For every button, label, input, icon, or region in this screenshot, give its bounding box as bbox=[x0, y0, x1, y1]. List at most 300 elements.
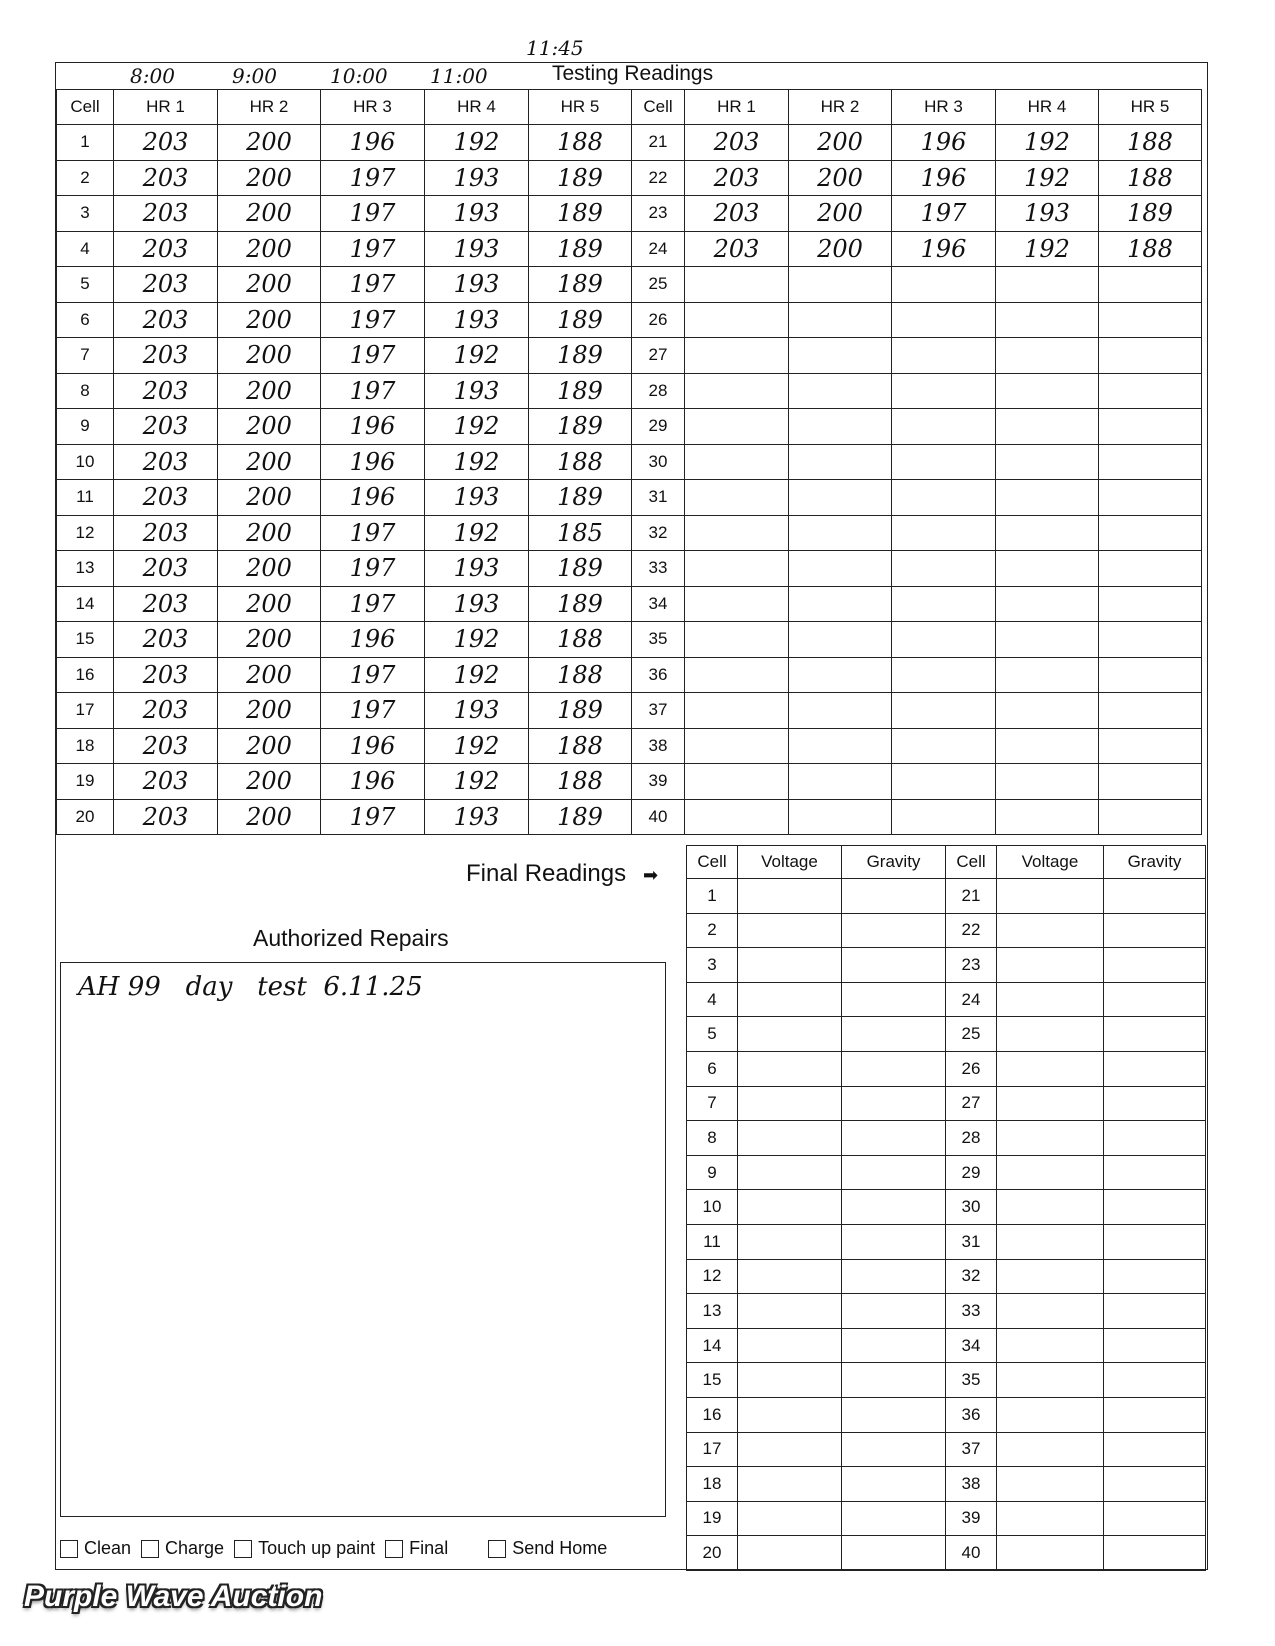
cell-number: 7 bbox=[57, 338, 114, 374]
reading-value: 197 bbox=[321, 231, 425, 267]
cell-number: 7 bbox=[687, 1086, 738, 1121]
reading-value: 192 bbox=[996, 125, 1099, 161]
gravity-cell[interactable] bbox=[842, 1294, 946, 1329]
cell-number: 36 bbox=[946, 1397, 997, 1432]
cell-number: 11 bbox=[687, 1224, 738, 1259]
reading-value bbox=[1099, 267, 1202, 303]
cell-number: 39 bbox=[946, 1501, 997, 1536]
reading-value bbox=[1099, 728, 1202, 764]
voltage-cell[interactable] bbox=[997, 1086, 1104, 1121]
reading-value: 203 bbox=[114, 657, 218, 693]
checkbox-label: Touch up paint bbox=[258, 1538, 376, 1558]
reading-value: 197 bbox=[321, 196, 425, 232]
cell-number: 40 bbox=[946, 1536, 997, 1571]
voltage-cell[interactable] bbox=[738, 1121, 842, 1156]
reading-value: 200 bbox=[218, 409, 321, 445]
reading-value: 200 bbox=[218, 302, 321, 338]
cell-number: 18 bbox=[57, 728, 114, 764]
voltage-cell[interactable] bbox=[997, 1051, 1104, 1086]
voltage-cell[interactable] bbox=[997, 1467, 1104, 1502]
reading-value: 196 bbox=[321, 409, 425, 445]
checkbox-send-home[interactable] bbox=[488, 1538, 607, 1559]
cell-number: 25 bbox=[632, 267, 685, 303]
gravity-cell[interactable] bbox=[842, 1501, 946, 1536]
reading-value bbox=[685, 302, 789, 338]
gravity-cell[interactable] bbox=[1104, 1294, 1206, 1329]
gravity-cell[interactable] bbox=[842, 1155, 946, 1190]
voltage-cell[interactable] bbox=[738, 1294, 842, 1329]
reading-value bbox=[996, 622, 1099, 658]
voltage-cell[interactable] bbox=[738, 1328, 842, 1363]
cell-number: 33 bbox=[946, 1294, 997, 1329]
reading-value: 197 bbox=[321, 373, 425, 409]
reading-value bbox=[789, 409, 892, 445]
voltage-cell[interactable] bbox=[738, 948, 842, 983]
gravity-cell[interactable] bbox=[1104, 1121, 1206, 1156]
voltage-cell[interactable] bbox=[738, 1224, 842, 1259]
gravity-cell[interactable] bbox=[1104, 982, 1206, 1017]
reading-value: 192 bbox=[425, 728, 529, 764]
voltage-cell[interactable] bbox=[738, 1155, 842, 1190]
reading-value: 193 bbox=[425, 586, 529, 622]
reading-value bbox=[789, 622, 892, 658]
cell-number: 27 bbox=[946, 1086, 997, 1121]
cell-number: 14 bbox=[57, 586, 114, 622]
cell-number: 3 bbox=[57, 196, 114, 232]
cell-number: 31 bbox=[632, 480, 685, 516]
reading-value bbox=[1099, 444, 1202, 480]
cell-number: 37 bbox=[946, 1432, 997, 1467]
table-row bbox=[57, 586, 1202, 622]
checkbox-box[interactable] bbox=[385, 1540, 403, 1558]
reading-value bbox=[1099, 622, 1202, 658]
reading-value: 203 bbox=[114, 231, 218, 267]
reading-value: 196 bbox=[321, 125, 425, 161]
table-row bbox=[57, 693, 1202, 729]
gravity-cell[interactable] bbox=[842, 1051, 946, 1086]
repairs-handwritten-note: AH 99 day test 6.11.25 bbox=[78, 972, 423, 1002]
reading-value bbox=[789, 551, 892, 587]
cell-number: 9 bbox=[57, 409, 114, 445]
table-row bbox=[57, 799, 1202, 835]
checkbox-box[interactable] bbox=[488, 1540, 506, 1558]
reading-value bbox=[1099, 657, 1202, 693]
checkbox-touch-up-paint[interactable] bbox=[234, 1538, 375, 1559]
cell-number: 34 bbox=[946, 1328, 997, 1363]
checkbox-label: Send Home bbox=[512, 1538, 608, 1558]
checkbox-final[interactable] bbox=[385, 1538, 448, 1559]
voltage-cell[interactable] bbox=[738, 1536, 842, 1571]
col-header: HR 4 bbox=[996, 90, 1099, 125]
reading-value bbox=[892, 728, 996, 764]
reading-value bbox=[996, 728, 1099, 764]
cell-number: 30 bbox=[946, 1190, 997, 1225]
checkbox-clean[interactable] bbox=[60, 1538, 131, 1559]
reading-value: 197 bbox=[321, 338, 425, 374]
voltage-cell[interactable] bbox=[738, 982, 842, 1017]
reading-value: 203 bbox=[114, 586, 218, 622]
reading-value: 200 bbox=[218, 338, 321, 374]
reading-value: 200 bbox=[789, 125, 892, 161]
reading-value: 192 bbox=[996, 160, 1099, 196]
gravity-cell[interactable] bbox=[1104, 1051, 1206, 1086]
voltage-cell[interactable] bbox=[997, 1501, 1104, 1536]
reading-value bbox=[1099, 302, 1202, 338]
table-row bbox=[687, 1155, 1206, 1190]
voltage-cell[interactable] bbox=[997, 1190, 1104, 1225]
time-hr3: 10:00 bbox=[330, 64, 388, 88]
cell-number: 13 bbox=[57, 551, 114, 587]
cell-number: 24 bbox=[632, 231, 685, 267]
reading-value: 200 bbox=[218, 444, 321, 480]
col-header: Voltage bbox=[738, 846, 842, 879]
reading-value: 193 bbox=[425, 302, 529, 338]
reading-value: 189 bbox=[529, 799, 632, 835]
reading-value bbox=[789, 728, 892, 764]
table-row bbox=[57, 231, 1202, 267]
col-header: Gravity bbox=[1104, 846, 1206, 879]
gravity-cell[interactable] bbox=[842, 1397, 946, 1432]
reading-value: 200 bbox=[218, 160, 321, 196]
reading-value: 197 bbox=[321, 586, 425, 622]
reading-value: 197 bbox=[321, 693, 425, 729]
reading-value: 192 bbox=[425, 515, 529, 551]
voltage-cell[interactable] bbox=[997, 1363, 1104, 1398]
reading-value: 203 bbox=[114, 728, 218, 764]
reading-value: 203 bbox=[114, 338, 218, 374]
voltage-cell[interactable] bbox=[997, 1155, 1104, 1190]
col-header: Cell bbox=[632, 90, 685, 125]
gravity-cell[interactable] bbox=[1104, 1224, 1206, 1259]
reading-value bbox=[1099, 693, 1202, 729]
gravity-cell[interactable] bbox=[1104, 1536, 1206, 1571]
reading-value: 189 bbox=[529, 267, 632, 303]
reading-value bbox=[685, 799, 789, 835]
reading-value bbox=[996, 444, 1099, 480]
voltage-cell[interactable] bbox=[997, 1224, 1104, 1259]
gravity-cell[interactable] bbox=[1104, 1190, 1206, 1225]
voltage-cell[interactable] bbox=[997, 1294, 1104, 1329]
reading-value bbox=[1099, 551, 1202, 587]
col-header: Cell bbox=[946, 846, 997, 879]
reading-value bbox=[996, 515, 1099, 551]
reading-value: 203 bbox=[114, 302, 218, 338]
reading-value: 196 bbox=[321, 480, 425, 516]
cell-number: 20 bbox=[57, 799, 114, 835]
col-header: Cell bbox=[687, 846, 738, 879]
gravity-cell[interactable] bbox=[842, 1017, 946, 1052]
voltage-cell[interactable] bbox=[738, 1051, 842, 1086]
cell-number: 1 bbox=[57, 125, 114, 161]
cell-number: 12 bbox=[687, 1259, 738, 1294]
reading-value bbox=[789, 444, 892, 480]
reading-value: 200 bbox=[218, 373, 321, 409]
reading-value bbox=[996, 338, 1099, 374]
gravity-cell[interactable] bbox=[1104, 879, 1206, 914]
reading-value: 203 bbox=[114, 409, 218, 445]
reading-value bbox=[996, 657, 1099, 693]
voltage-cell[interactable] bbox=[997, 948, 1104, 983]
gravity-cell[interactable] bbox=[1104, 1467, 1206, 1502]
reading-value: 200 bbox=[218, 728, 321, 764]
gravity-cell[interactable] bbox=[842, 1121, 946, 1156]
reading-value: 188 bbox=[529, 657, 632, 693]
voltage-cell[interactable] bbox=[997, 982, 1104, 1017]
reading-value: 192 bbox=[425, 409, 529, 445]
table-row bbox=[57, 302, 1202, 338]
voltage-cell[interactable] bbox=[997, 1017, 1104, 1052]
cell-number: 6 bbox=[687, 1051, 738, 1086]
gravity-cell[interactable] bbox=[842, 913, 946, 948]
reading-value: 200 bbox=[218, 657, 321, 693]
reading-value bbox=[892, 302, 996, 338]
reading-value bbox=[996, 302, 1099, 338]
checkbox-box[interactable] bbox=[60, 1540, 78, 1558]
reading-value: 200 bbox=[218, 196, 321, 232]
reading-value: 203 bbox=[114, 444, 218, 480]
table-row bbox=[687, 913, 1206, 948]
gravity-cell[interactable] bbox=[1104, 1328, 1206, 1363]
reading-value: 200 bbox=[218, 480, 321, 516]
reading-value: 200 bbox=[218, 515, 321, 551]
reading-value: 197 bbox=[321, 160, 425, 196]
reading-value: 193 bbox=[425, 231, 529, 267]
voltage-cell[interactable] bbox=[997, 879, 1104, 914]
reading-value bbox=[789, 373, 892, 409]
reading-value bbox=[685, 657, 789, 693]
gravity-cell[interactable] bbox=[842, 1363, 946, 1398]
cell-number: 10 bbox=[57, 444, 114, 480]
reading-value bbox=[685, 586, 789, 622]
reading-value bbox=[892, 338, 996, 374]
col-header: HR 1 bbox=[114, 90, 218, 125]
cell-number: 3 bbox=[687, 948, 738, 983]
cell-number: 4 bbox=[687, 982, 738, 1017]
cell-number: 28 bbox=[946, 1121, 997, 1156]
voltage-cell[interactable] bbox=[738, 1432, 842, 1467]
cell-number: 14 bbox=[687, 1328, 738, 1363]
reading-value: 200 bbox=[218, 125, 321, 161]
gravity-cell[interactable] bbox=[1104, 1501, 1206, 1536]
reading-value: 203 bbox=[114, 196, 218, 232]
reading-value bbox=[789, 657, 892, 693]
checkbox-row bbox=[60, 1538, 617, 1559]
voltage-cell[interactable] bbox=[997, 1432, 1104, 1467]
right-arrow-icon: ➡ bbox=[643, 865, 659, 885]
time-hr1: 8:00 bbox=[130, 64, 175, 88]
cell-number: 22 bbox=[946, 913, 997, 948]
table-row bbox=[687, 1363, 1206, 1398]
gravity-cell[interactable] bbox=[1104, 948, 1206, 983]
gravity-cell[interactable] bbox=[842, 1432, 946, 1467]
gravity-cell[interactable] bbox=[842, 1086, 946, 1121]
table-row bbox=[687, 982, 1206, 1017]
gravity-cell[interactable] bbox=[842, 879, 946, 914]
authorized-repairs-title: Authorized Repairs bbox=[253, 925, 449, 951]
reading-value: 203 bbox=[114, 515, 218, 551]
cell-number: 32 bbox=[632, 515, 685, 551]
reading-value: 200 bbox=[218, 586, 321, 622]
gravity-cell[interactable] bbox=[1104, 1017, 1206, 1052]
reading-value: 203 bbox=[114, 125, 218, 161]
voltage-cell[interactable] bbox=[738, 1363, 842, 1398]
cell-number: 38 bbox=[632, 728, 685, 764]
reading-value: 189 bbox=[529, 480, 632, 516]
cell-number: 32 bbox=[946, 1259, 997, 1294]
voltage-cell[interactable] bbox=[997, 913, 1104, 948]
reading-value: 203 bbox=[685, 231, 789, 267]
cell-number: 16 bbox=[57, 657, 114, 693]
gravity-cell[interactable] bbox=[842, 1467, 946, 1502]
reading-value: 189 bbox=[529, 160, 632, 196]
reading-value: 188 bbox=[529, 125, 632, 161]
reading-value: 203 bbox=[685, 125, 789, 161]
gravity-cell[interactable] bbox=[1104, 1397, 1206, 1432]
voltage-cell[interactable] bbox=[738, 1397, 842, 1432]
gravity-cell[interactable] bbox=[842, 1328, 946, 1363]
table-row bbox=[57, 515, 1202, 551]
reading-value: 197 bbox=[321, 515, 425, 551]
reading-value: 192 bbox=[425, 338, 529, 374]
reading-value bbox=[892, 551, 996, 587]
cell-number: 39 bbox=[632, 764, 685, 800]
voltage-cell[interactable] bbox=[738, 1086, 842, 1121]
reading-value bbox=[685, 622, 789, 658]
reading-value bbox=[685, 409, 789, 445]
voltage-cell[interactable] bbox=[738, 1259, 842, 1294]
reading-value: 203 bbox=[114, 693, 218, 729]
reading-value bbox=[892, 693, 996, 729]
reading-value bbox=[789, 302, 892, 338]
reading-value: 203 bbox=[114, 480, 218, 516]
table-row bbox=[57, 373, 1202, 409]
reading-value bbox=[892, 764, 996, 800]
gravity-cell[interactable] bbox=[1104, 1155, 1206, 1190]
gravity-cell[interactable] bbox=[1104, 1432, 1206, 1467]
cell-number: 37 bbox=[632, 693, 685, 729]
checkbox-charge[interactable] bbox=[141, 1538, 224, 1559]
reading-value: 197 bbox=[321, 302, 425, 338]
table-row bbox=[687, 1051, 1206, 1086]
voltage-cell[interactable] bbox=[997, 1121, 1104, 1156]
reading-value bbox=[789, 799, 892, 835]
cell-number: 25 bbox=[946, 1017, 997, 1052]
checkbox-box[interactable] bbox=[234, 1540, 252, 1558]
reading-value: 189 bbox=[529, 338, 632, 374]
gravity-cell[interactable] bbox=[842, 982, 946, 1017]
col-header: HR 1 bbox=[685, 90, 789, 125]
reading-value: 188 bbox=[529, 444, 632, 480]
reading-value bbox=[685, 373, 789, 409]
cell-number: 27 bbox=[632, 338, 685, 374]
reading-value bbox=[892, 373, 996, 409]
cell-number: 35 bbox=[632, 622, 685, 658]
cell-number: 15 bbox=[687, 1363, 738, 1398]
voltage-cell[interactable] bbox=[738, 1501, 842, 1536]
repairs-notes-box[interactable] bbox=[60, 962, 666, 1517]
cell-number: 19 bbox=[57, 764, 114, 800]
reading-value bbox=[789, 267, 892, 303]
cell-number: 26 bbox=[946, 1051, 997, 1086]
table-row bbox=[57, 764, 1202, 800]
gravity-cell[interactable] bbox=[842, 1190, 946, 1225]
reading-value: 200 bbox=[218, 799, 321, 835]
cell-number: 40 bbox=[632, 799, 685, 835]
cell-number: 23 bbox=[946, 948, 997, 983]
gravity-cell[interactable] bbox=[842, 1224, 946, 1259]
col-header: HR 4 bbox=[425, 90, 529, 125]
col-header: HR 2 bbox=[218, 90, 321, 125]
reading-value: 203 bbox=[114, 622, 218, 658]
gravity-cell[interactable] bbox=[842, 1259, 946, 1294]
reading-value bbox=[1099, 338, 1202, 374]
cell-number: 33 bbox=[632, 551, 685, 587]
reading-value: 203 bbox=[114, 764, 218, 800]
reading-value: 196 bbox=[892, 231, 996, 267]
voltage-cell[interactable] bbox=[997, 1259, 1104, 1294]
gravity-cell[interactable] bbox=[1104, 1086, 1206, 1121]
reading-value bbox=[685, 764, 789, 800]
reading-value bbox=[1099, 586, 1202, 622]
reading-value bbox=[996, 373, 1099, 409]
table-row bbox=[687, 1432, 1206, 1467]
cell-number: 2 bbox=[687, 913, 738, 948]
voltage-cell[interactable] bbox=[997, 1536, 1104, 1571]
voltage-cell[interactable] bbox=[738, 879, 842, 914]
gravity-cell[interactable] bbox=[1104, 913, 1206, 948]
reading-value: 197 bbox=[892, 196, 996, 232]
gravity-cell[interactable] bbox=[1104, 1363, 1206, 1398]
reading-value bbox=[685, 480, 789, 516]
reading-value: 189 bbox=[529, 373, 632, 409]
gravity-cell[interactable] bbox=[842, 1536, 946, 1571]
cell-number: 9 bbox=[687, 1155, 738, 1190]
reading-value bbox=[789, 515, 892, 551]
final-readings-label: Final Readings bbox=[466, 860, 627, 887]
col-header: Gravity bbox=[842, 846, 946, 879]
cell-number: 1 bbox=[687, 879, 738, 914]
readings-header-row bbox=[57, 90, 1202, 125]
reading-value bbox=[685, 551, 789, 587]
voltage-cell[interactable] bbox=[997, 1397, 1104, 1432]
cell-number: 12 bbox=[57, 515, 114, 551]
voltage-cell[interactable] bbox=[738, 1467, 842, 1502]
reading-value: 196 bbox=[321, 764, 425, 800]
gravity-cell[interactable] bbox=[842, 948, 946, 983]
voltage-cell[interactable] bbox=[738, 913, 842, 948]
reading-value: 200 bbox=[218, 551, 321, 587]
cell-number: 22 bbox=[632, 160, 685, 196]
gravity-cell[interactable] bbox=[1104, 1259, 1206, 1294]
voltage-cell[interactable] bbox=[738, 1017, 842, 1052]
table-row bbox=[687, 1397, 1206, 1432]
reading-value bbox=[1099, 799, 1202, 835]
checkbox-box[interactable] bbox=[141, 1540, 159, 1558]
cell-number: 5 bbox=[687, 1017, 738, 1052]
col-header: HR 5 bbox=[529, 90, 632, 125]
cell-number: 30 bbox=[632, 444, 685, 480]
cell-number: 21 bbox=[632, 125, 685, 161]
table-row bbox=[57, 551, 1202, 587]
cell-number: 24 bbox=[946, 982, 997, 1017]
reading-value: 192 bbox=[425, 125, 529, 161]
voltage-cell[interactable] bbox=[997, 1328, 1104, 1363]
voltage-cell[interactable] bbox=[738, 1190, 842, 1225]
table-row bbox=[687, 1017, 1206, 1052]
cell-number: 35 bbox=[946, 1363, 997, 1398]
reading-value bbox=[996, 799, 1099, 835]
reading-value bbox=[996, 693, 1099, 729]
